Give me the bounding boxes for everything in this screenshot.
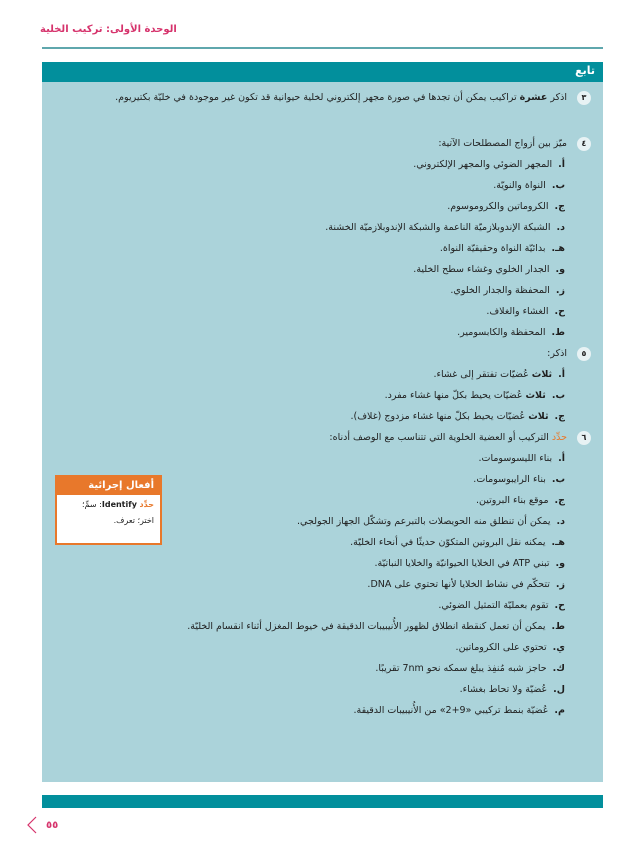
list-item: ي.تحتوي على الكروماتين. <box>455 642 565 653</box>
question-6 <box>329 430 591 446</box>
list-item: و.الجدار الخلوي وغشاء سطح الخلية. <box>413 264 565 275</box>
footer-bar <box>42 795 603 808</box>
section-header-bar <box>42 62 603 82</box>
action-verbs-box <box>55 475 162 545</box>
action-verb-highlight: حدِّد <box>551 432 567 443</box>
list-item: ب.النواة والنويّة. <box>493 180 565 191</box>
question-4 <box>438 136 591 152</box>
action-verb-definition-cont: اختر؛ تعرف. <box>113 516 154 525</box>
list-item: أ.المجهر الضوئي والمجهر الإلكتروني. <box>413 159 565 170</box>
list-item: أ.ثلاث عُضيّات تفتقر إلى غشاء. <box>433 369 565 380</box>
page-number-area <box>26 815 58 835</box>
action-verb-definition: حدِّد Identify: سمِّ؛ <box>82 500 154 509</box>
list-item: ز.تتحكّم في نشاط الخلايا لأنها تحتوي على DNA. <box>367 579 565 590</box>
question-text: اذكر عشرة تراكيب يمكن أن تجدها في صورة مجهر إلكتروني لخلية حيوانية قد تكون غير موجودة في خليّة بكتيريوم. <box>115 92 567 103</box>
question-text: ميّز بين أزواج المصطلحات الآتية: <box>438 138 567 149</box>
top-divider <box>42 47 603 49</box>
continued-label: تابع <box>575 64 595 77</box>
list-item: ل.عُضيّة ولا تحاط بغشاء. <box>459 684 565 695</box>
list-item: أ.بناء الليسوسومات. <box>478 453 565 464</box>
list-item: م.عُضيّة بنمط تركيبي «9+2» من الأُنيبيبات الدقيقة. <box>353 705 565 716</box>
question-number-badge: ٥ <box>577 347 591 361</box>
list-item: ط.المحفظة والكابسومير. <box>457 327 565 338</box>
chevron-left-icon <box>26 815 38 835</box>
page-number: ٥٥ <box>46 819 59 831</box>
list-item: ز.المحفظة والجدار الخلوي. <box>450 285 565 296</box>
question-text: اذكر: <box>547 348 567 359</box>
questions-panel <box>42 82 603 782</box>
list-item: ح.الغشاء والغلاف. <box>486 306 565 317</box>
list-item: ط.يمكن أن تعمل كنقطة انطلاق لظهور الأُنيبيبات الدقيقة في خيوط المغزل أثناء انقسام الخليّة. <box>187 621 565 632</box>
list-item: د.يمكن أن تنطلق منه الحويصلات بالتبرعم وتشكّل الجهاز الجولجي. <box>297 516 565 527</box>
list-item: هـ.بدائيّة النواة وحقيقيّة النواة. <box>439 243 565 254</box>
list-item: هـ.يمكنه نقل البروتين المتكوّن حديثًا في أنحاء الخليّة. <box>350 537 565 548</box>
list-item: ج.الكروماتين والكروموسوم. <box>447 201 565 212</box>
list-item: ج.موقع بناء البروتين. <box>476 495 565 506</box>
question-number-badge: ٣ <box>577 91 591 105</box>
list-item: ب.ثلاث عُضيّات يحيط بكلّ منها غشاء مفرد. <box>384 390 565 401</box>
list-item: ج.ثلاث عُضيّات يحيط بكلّ منها غشاء مزدوج (غلاف). <box>350 411 565 422</box>
question-5 <box>547 346 591 362</box>
question-text: حدِّد التركيب أو العضية الخلوية التي تتناسب مع الوصف أدناه: <box>329 432 567 443</box>
list-item: ح.تقوم بعمليّة التمثيل الضوئي. <box>438 600 565 611</box>
list-item: ب.بناء الرايبوسومات. <box>473 474 565 485</box>
list-item: د.الشبكة الإندوبلازميّة الناعمة والشبكة الإندوبلازميّة الخشنة. <box>325 222 565 233</box>
question-number-badge: ٤ <box>577 137 591 151</box>
question-3 <box>56 90 591 106</box>
unit-title: الوحدة الأولى: تركيب الخلية <box>40 24 177 35</box>
question-number-badge: ٦ <box>577 431 591 445</box>
list-item: و.تبني ATP في الخلايا الحيوانيّة والخلايا النباتيّة. <box>374 558 565 569</box>
list-item: ك.حاجز شبه مُنفِذ يبلغ سمكه نحو 7nm تقريبًا. <box>375 663 565 674</box>
action-verbs-title: أفعال إجرائية <box>57 477 160 495</box>
